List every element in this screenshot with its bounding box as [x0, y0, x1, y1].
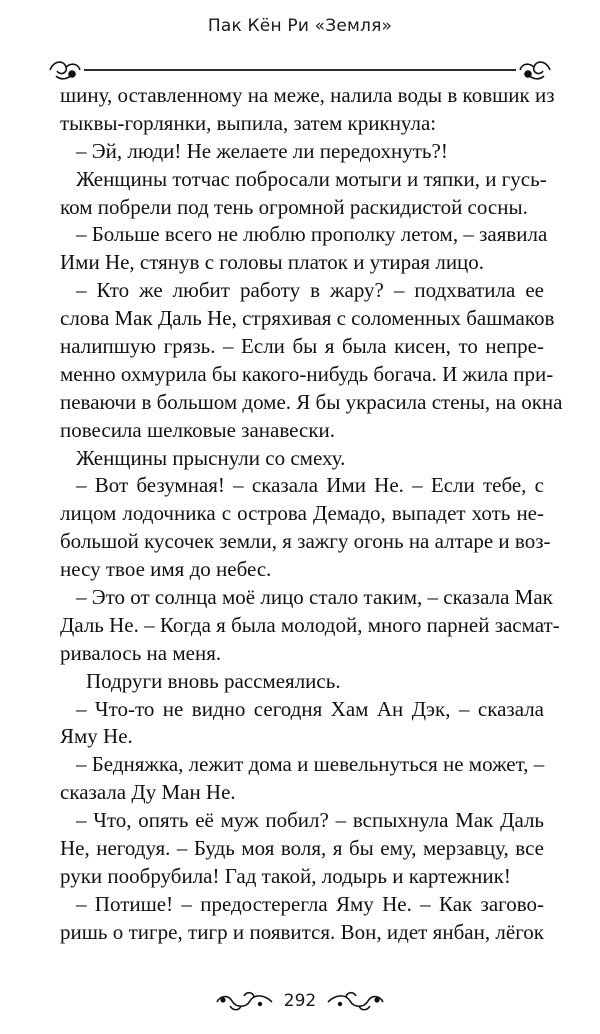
body-text	[60, 82, 563, 947]
header-rule	[46, 58, 554, 82]
text-line: руки пообрубила! Гад такой, лодырь и картежник!	[60, 863, 511, 888]
text-line: налипшую грязь. – Если бы я была кисен, то непре-	[60, 334, 544, 359]
text-line: слова Мак Даль Не, стряхивая с соломенных башмаков	[60, 306, 555, 331]
footer-left-flourish-icon	[214, 990, 274, 1012]
text-line: – Что, опять её муж побил? – вспыхнула Мак Даль	[76, 808, 544, 833]
text-line: Даль Не. – Когда я была молодой, много парней засмат-	[60, 612, 560, 637]
page-number: 292	[283, 991, 317, 1011]
text-line: Женщины тотчас побросали мотыги и тяпки, и гусь-	[76, 166, 547, 191]
text-line: Яму Не.	[60, 724, 133, 749]
text-line: – Вот безумная! – сказала Ими Не. – Если тебе, с	[76, 473, 544, 498]
text-line: повесила шелковые занавески.	[60, 417, 336, 442]
text-line: – Потише! – предостерегла Яму Не. – Как загово-	[76, 891, 544, 916]
text-line: большой кусочек земли, я зажгу огонь на алтаре и воз-	[60, 529, 551, 554]
text-line: певаючи в большом доме. Я бы украсила стены, на окна	[60, 389, 563, 414]
header-right-flourish-icon	[520, 62, 550, 79]
text-line: Женщины прыснули со смеху.	[76, 445, 346, 470]
text-line: сказала Ду Ман Не.	[60, 780, 236, 805]
text-line: Ими Не, стянув с головы платок и утирая лицо.	[60, 250, 485, 275]
text-line: Подруги вновь рассмеялись.	[86, 668, 341, 693]
text-line: лицом лодочника с острова Демадо, выпадет хоть не-	[60, 501, 544, 526]
text-line: – Что-то не видно сегодня Хам Ан Дэк, – сказала	[76, 696, 544, 721]
text-line: – Это от солнца моё лицо стало таким, – сказала Мак	[76, 585, 553, 610]
text-line: ришь о тигре, тигр и появится. Вон, идет янбан, лёгок	[60, 919, 544, 944]
text-line: тыквы-горлянки, выпила, затем крикнула:	[60, 110, 437, 135]
header-left-flourish-icon	[50, 62, 80, 79]
text-line: – Кто же любит работу в жару? – подхватила ее	[76, 278, 544, 303]
text-line: ривалось на меня.	[60, 640, 222, 665]
running-title: Пак Кён Ри «Земля»	[207, 16, 393, 36]
text-line: ком побрели под тень огромной раскидистой сосны.	[60, 194, 528, 219]
page-footer	[0, 986, 600, 1016]
text-line: – Больше всего не люблю прополку летом, – заявила	[76, 222, 548, 247]
text-line: менно охмурила бы какого-нибудь богача. И жила при-	[60, 361, 554, 386]
text-line: – Бедняжка, лежит дома и шевельнуться не может, –	[76, 752, 545, 777]
text-line: Не, негодуя. – Будь моя воля, я бы ему, мерзавцу, все	[60, 836, 544, 861]
footer-right-flourish-icon	[326, 990, 386, 1012]
text-line: шину, оставленному на меже, налила воды в ковшик из	[60, 83, 555, 107]
text-line: несу твое имя до небес.	[60, 557, 272, 582]
text-line: – Эй, люди! Не желаете ли передохнуть?!	[76, 138, 448, 163]
